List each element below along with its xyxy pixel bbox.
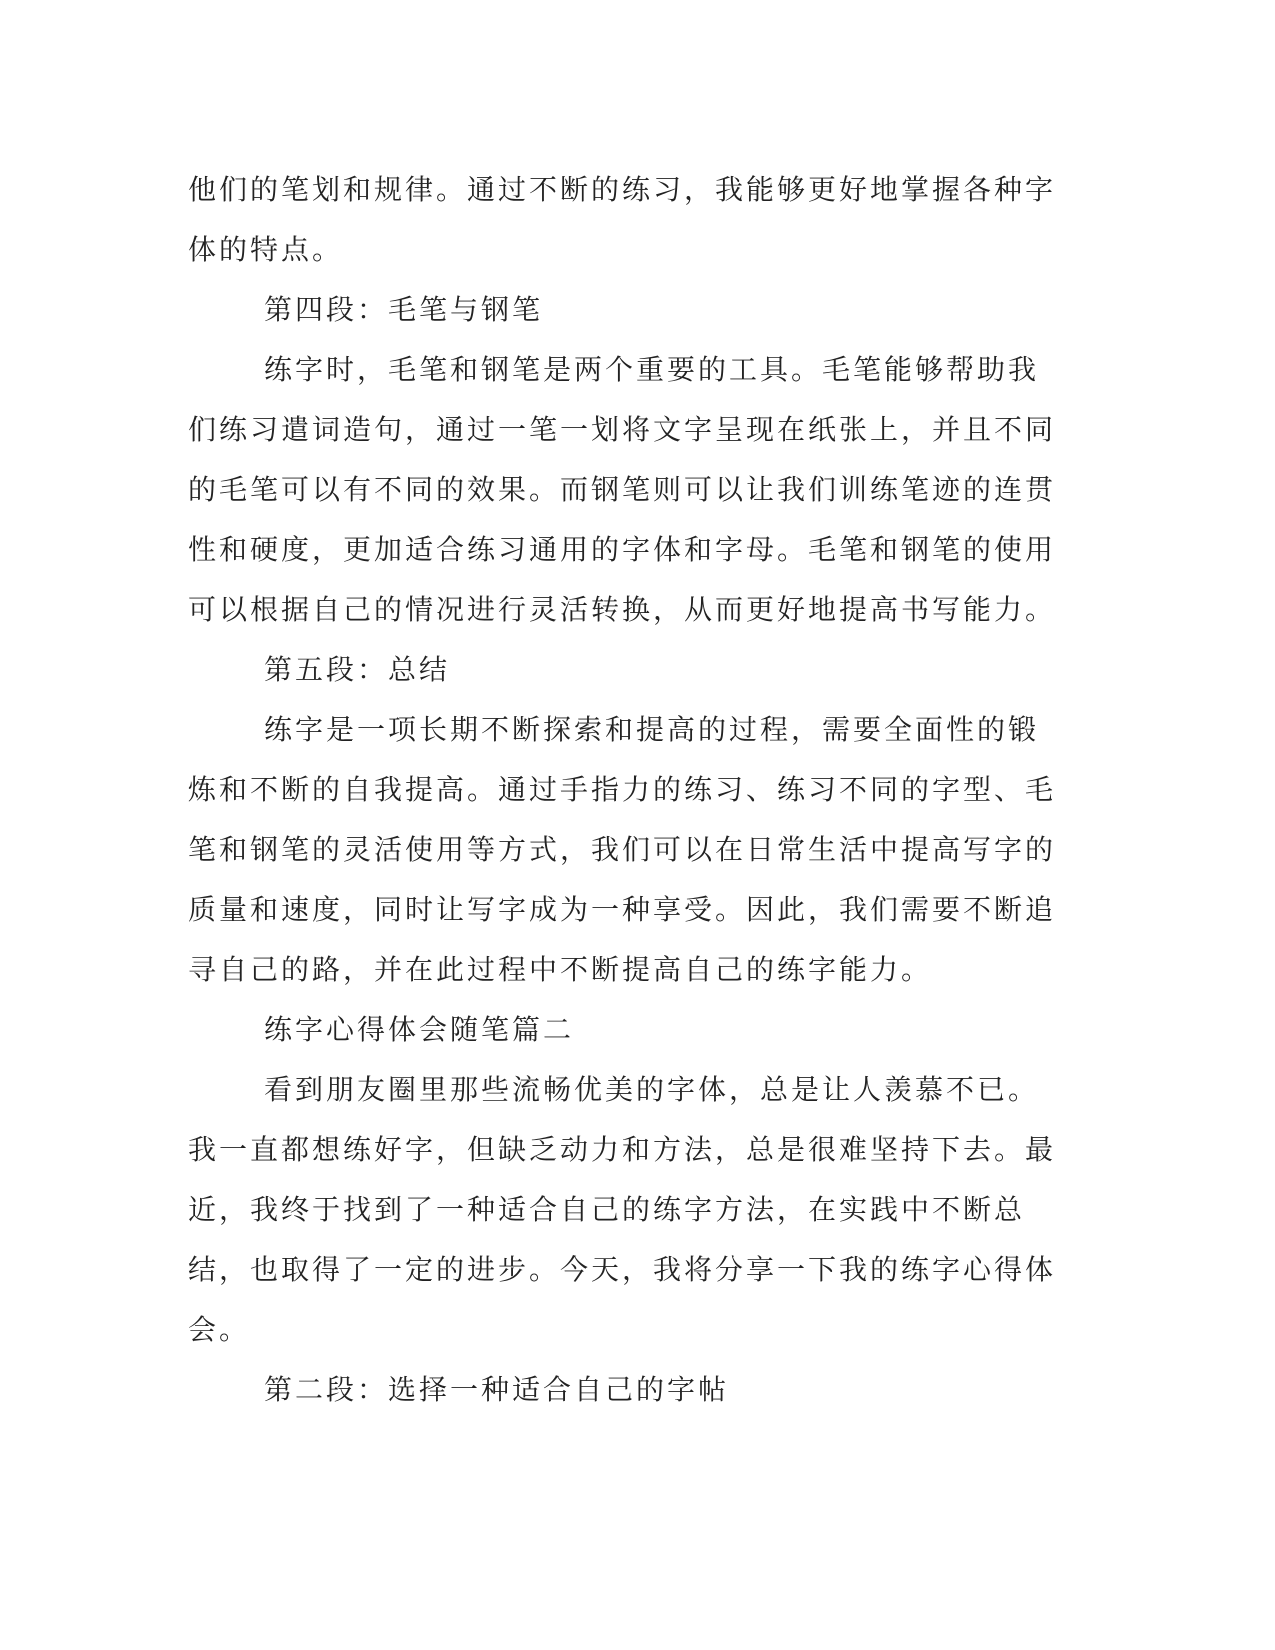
paragraph-intro-two: 看到朋友圈里那些流畅优美的字体，总是让人羡慕不已。我一直都想练好字，但缺乏动力和方法，总是很难坚持下去。最近，我终于找到了一种适合自己的练字方法，在实践中不断总结，也取得了一定的进步。今天，我将分享一下我的练字心得体会。 [188, 1073, 1057, 1346]
paragraph-brush-and-pen: 练字时，毛笔和钢笔是两个重要的工具。毛笔能够帮助我们练习遣词造句，通过一笔一划将文字呈现在纸张上，并且不同的毛笔可以有不同的效果。而钢笔则可以让我们训练笔迹的连贯性和硬度，更加适合练习通用的字体和字母。毛笔和钢笔的使用可以根据自己的情况进行灵活转换，从而更好地提高书写能力。 [188, 353, 1057, 626]
paragraph-summary: 练字是一项长期不断探索和提高的过程，需要全面性的锻炼和不断的自我提高。通过手指力的练习、练习不同的字型、毛笔和钢笔的灵活使用等方式，我们可以在日常生活中提高写字的质量和速度，同时让写字成为一种享受。因此，我们需要不断追寻自己的路，并在此过程中不断提高自己的练字能力。 [188, 713, 1057, 986]
paragraph-continuation: 他们的笔划和规律。通过不断的练习，我能够更好地掌握各种字体的特点。 [188, 173, 1057, 266]
section-heading-four: 第四段：毛笔与钢笔 [264, 293, 544, 326]
section-heading-five: 第五段：总结 [264, 653, 451, 686]
section-heading-two: 第二段：选择一种适合自己的字帖 [264, 1373, 730, 1406]
article-title-two: 练字心得体会随笔篇二 [264, 1013, 575, 1046]
document-body [188, 160, 1068, 1420]
